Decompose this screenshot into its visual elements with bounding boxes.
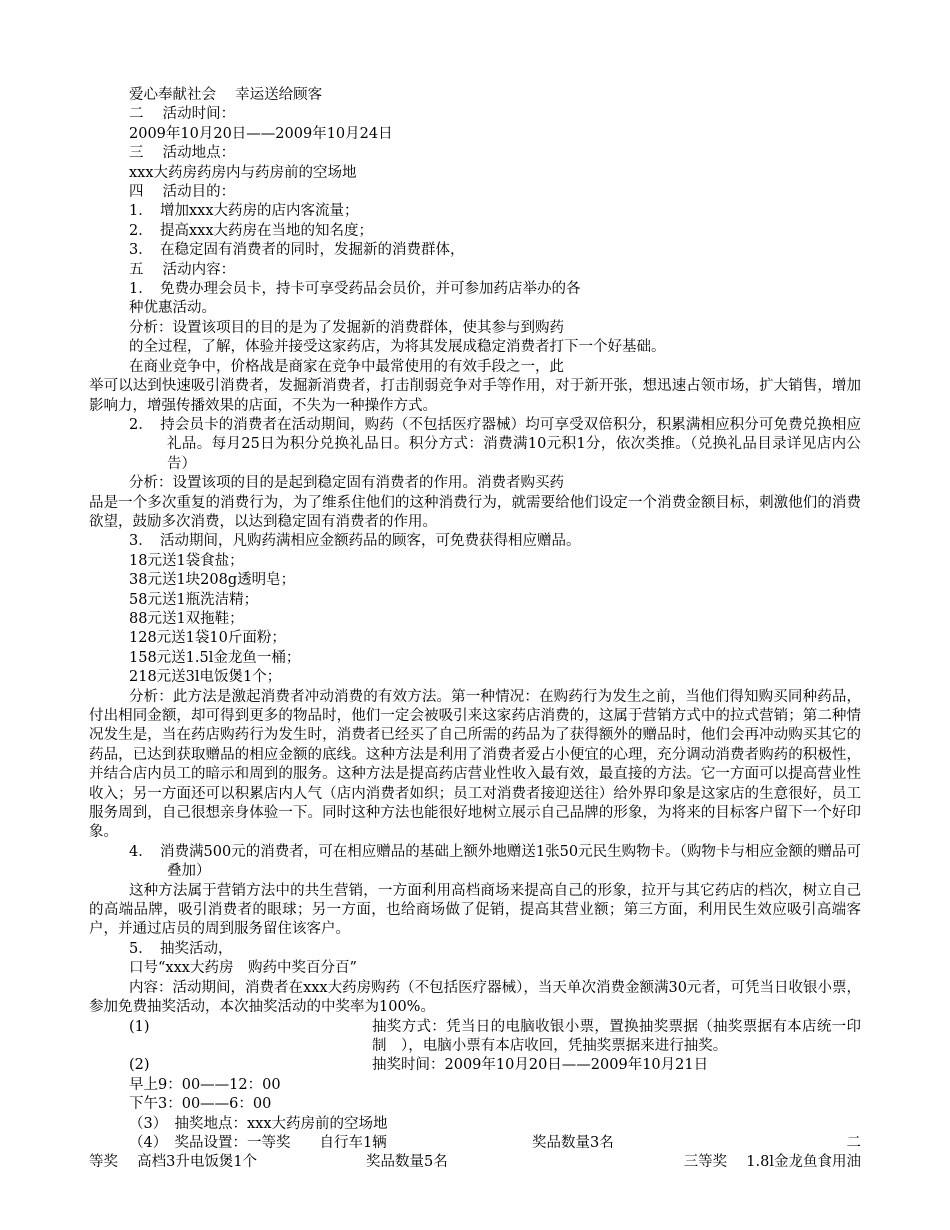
gift-tier-6: 158元送1.5l金龙鱼一桶； bbox=[129, 649, 301, 666]
gift-tier-2: 38元送1块208g透明皂； bbox=[129, 572, 296, 589]
slogan: 爱心奉献社会 幸运送给顾客 bbox=[129, 87, 323, 103]
purpose-item-1: 1． 增加xxx大药房的店内客流量； bbox=[129, 203, 359, 220]
content-item-1: 1． 免费办理会员卡，持卡可享受药品会员价，并可参加药店举办的各 bbox=[129, 281, 581, 298]
purpose-item-3: 3． 在稳定固有消费者的同时，发掘新的消费群体， bbox=[129, 242, 465, 259]
prize-row-2 bbox=[89, 1153, 861, 1172]
analysis-1-line-3: 在商业竞争中，价格战是商家在竞争中最常使用的有效手段之一，此 bbox=[129, 358, 564, 375]
prize-row-1 bbox=[89, 1134, 861, 1153]
analysis-2-line-1: 分析：设置该项的目的是起到稳定固有消费者的作用。消费者购买药 bbox=[129, 475, 564, 492]
content-item-3: 3． 活动期间，凡购药满相应金额药品的顾客，可免费获得相应赠品。 bbox=[129, 533, 581, 550]
prize-first-setting: （4） 奖品设置：一等奖 自行车1辆 bbox=[129, 1134, 387, 1151]
prize-second-label-start: 二 bbox=[846, 1134, 861, 1151]
analysis-1-line-2: 的全过程，了解，体验并接受这家药店，为将其发展成稳定消费者打下一个好基础。 bbox=[129, 339, 666, 356]
prize-second-item: 等奖 高档3升电饭煲1个 bbox=[89, 1154, 258, 1171]
section-heading-time: 二 活动时间： bbox=[129, 106, 236, 123]
analysis-1-paragraph: 举可以达到快速吸引消费者，发掘新消费者，打击削弱竞争对手等作用，对于新开张，想迅速占领市场，扩大销售，增加影响力，增强传播效果的店面，不失为一种操作方式。 bbox=[89, 378, 861, 414]
lottery-morning-hours: 早上9：00——12：00 bbox=[129, 1076, 281, 1093]
analysis-3-paragraph: 分析：此方法是激起消费者冲动消费的有效方法。第一种情况：在购药行为发生之前，当他们得知购买同种药品，付出相同金额，却可得到更多的物品时，他们一定会被吸引来这家药店消费的，这属于营销方式中的拉式营销；第二种情况发生是，当在药店购药行为发生时，消费者已经买了自己所需的药品为了获得额外的赠品时，他们会再冲动购买其它的药品，已达到获取赠品的相应金额的底线。这种方法是利用了消费者爱占小便宜的心理，充分调动消费者购药的积极性，并结合店内员工的暗示和周到的服务。这种方法是提高药店营业性收入最有效，最直接的方法。它一方面可以提高营业性收入；另一方面还可以积累店内人气（店内消费者如织；员工对消费者接迎送往）给外界印象是这家店的生意很好，员工服务周到，自己很想亲身体验一下。同时这种方法也能很好地树立展示自己品牌的形象，为将来的目标客户留下一个好印象。 bbox=[89, 688, 861, 841]
section-heading-content: 五 活动内容： bbox=[129, 261, 236, 278]
lottery-time-row bbox=[89, 1056, 861, 1075]
content-item-4: 4． 消费满500元的消费者，可在相应赠品的基础上额外地赠送1张50元民生购物卡。（购物卡与相应金额的赠品可叠加） bbox=[129, 843, 861, 880]
lottery-method-text: 抽奖方式：凭当日的电脑收银小票，置换抽奖票据（抽奖票据有本店统一印制 ），电脑小票有本店收回，凭抽奖票据来进行抽奖。 bbox=[372, 1018, 861, 1054]
lottery-method-row bbox=[89, 1018, 861, 1057]
lottery-time-text: 抽奖时间：2009年10月20日——2009年10月21日 bbox=[372, 1057, 709, 1074]
lottery-afternoon-hours: 下午3：00——6：00 bbox=[129, 1096, 272, 1113]
content-item-1-cont: 种优惠活动。 bbox=[129, 300, 216, 317]
purpose-item-2: 2． 提高xxx大药房在当地的知名度； bbox=[129, 222, 374, 239]
analysis-2-paragraph: 品是一个多次重复的消费行为，为了维系住他们的这种消费行为，就需要给他们设定一个消费金额目标，刺激他们的消费欲望，鼓励多次消费，以达到稳定固有消费者的作用。 bbox=[89, 494, 861, 530]
content-item-2: 2． 持会员卡的消费者在活动期间，购药（不包括医疗器械）均可享受双倍积分，积累满相应积分可免费兑换相应礼品。每月25日为积分兑换礼品日。积分方式：消费满10元积1分，依次类推。（兑换礼品目录详见店内公告） bbox=[129, 416, 861, 472]
analysis-1-line-1: 分析：设置该项目的目的是为了发掘新的消费群体，使其参与到购药 bbox=[129, 319, 564, 336]
lottery-content: 内容：活动期间，消费者在xxx大药房购药（不包括医疗器械），当天单次消费金额满30元者，可凭当日收银小票，参加免费抽奖活动，本次抽奖活动的中奖率为100%。 bbox=[89, 979, 861, 1016]
prize-first-quantity: 奖品数量3名 bbox=[532, 1134, 614, 1151]
section-heading-location: 三 活动地点： bbox=[129, 145, 236, 162]
gift-tier-5: 128元送1袋10斤面粉； bbox=[129, 630, 286, 647]
lottery-method-number: (1) bbox=[129, 1018, 150, 1035]
event-dates: 2009年10月20日——2009年10月24日 bbox=[129, 125, 393, 142]
gift-tier-3: 58元送1瓶洗洁精； bbox=[129, 591, 259, 608]
gift-tier-7: 218元送3l电饭煲1个； bbox=[129, 669, 282, 686]
gift-tier-1: 18元送1袋食盐； bbox=[129, 552, 244, 569]
analysis-4-paragraph: 这种方法属于营销方法中的共生营销，一方面利用高档商场来提高自己的形象，拉开与其它药店的档次，树立自己的高端品牌，吸引消费者的眼球；另一方面，也给商场做了促销，提高其营业额；第三方面，利用民生效应吸引高端客户，并通过店员的周到服务留住该客户。 bbox=[89, 882, 861, 938]
event-location: xxx大药房药房内与药房前的空场地 bbox=[129, 164, 357, 181]
prize-second-quantity: 奖品数量5名 bbox=[366, 1154, 448, 1171]
prize-third-item: 三等奖 1.8l金龙鱼食用油 bbox=[683, 1154, 861, 1171]
lottery-location: （3） 抽奖地点：xxx大药房前的空场地 bbox=[129, 1115, 388, 1132]
section-heading-purpose: 四 活动目的： bbox=[129, 184, 236, 201]
document-page bbox=[89, 86, 861, 1173]
lottery-slogan: 口号“xxx大药房 购药中奖百分百” bbox=[129, 960, 357, 977]
gift-tier-4: 88元送1双拖鞋； bbox=[129, 610, 244, 627]
content-item-5: 5． 抽奖活动， bbox=[129, 940, 233, 957]
lottery-time-number: (2) bbox=[129, 1057, 150, 1074]
